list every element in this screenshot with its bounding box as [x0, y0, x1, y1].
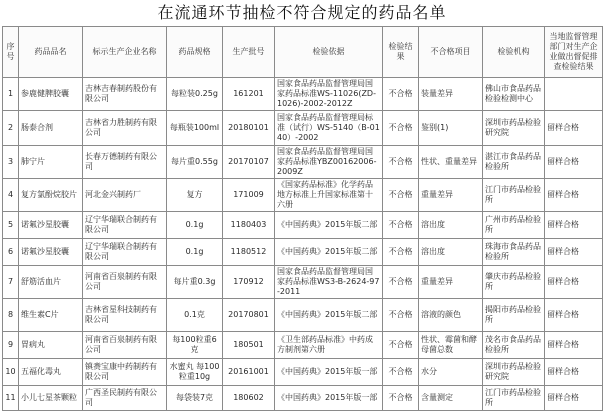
test-result-cell: 不合格 [383, 332, 419, 359]
test-result-cell: 不合格 [383, 386, 419, 411]
follow-up-action-cell: 留样合格 [545, 332, 603, 359]
table-row [3, 239, 603, 266]
failed-item-cell: 重量差异 [419, 266, 483, 299]
drug-name-cell: 维生素C片 [19, 299, 83, 332]
test-basis-cell: 国家食品药品监督管理局国家药品标准WS3-B-2624-97-2011 [275, 266, 383, 299]
failed-item-cell: 溶出度 [419, 212, 483, 239]
test-agency-cell: 揭阳市药品检验所 [483, 299, 545, 332]
row-number-cell: 9 [3, 332, 19, 359]
manufacturer-cell: 辽宁华瑞联合制药有限公司 [83, 239, 167, 266]
table-row [3, 179, 603, 212]
test-result-cell: 不合格 [383, 111, 419, 146]
test-basis-cell: 国家食品药品监督管理局标准（试行）WS-5140（B-0140）-2002 [275, 111, 383, 146]
follow-up-action-cell: 留样合格 [545, 179, 603, 212]
test-basis-cell: 国家食品药品监督管理局国家药品标准YBZ00162006-2009Z [275, 146, 383, 179]
follow-up-action-cell: 留样合格 [545, 212, 603, 239]
test-agency-cell: 深圳市药品检验研究院 [483, 359, 545, 386]
drug-spec-cell: 每粒装0.25g [167, 78, 223, 111]
manufacturer-cell: 长春万德制药有限公司 [83, 146, 167, 179]
test-basis-cell: 《卫生部药品标准》中药成方制剂第六册 [275, 332, 383, 359]
row-number-cell: 2 [3, 111, 19, 146]
test-agency-cell: 广州市药品检验所 [483, 212, 545, 239]
column-header: 序号 [3, 27, 19, 78]
test-result-cell: 不合格 [383, 266, 419, 299]
page-title: 在流通环节抽检不符合规定的药品名单 [157, 3, 447, 22]
drug-name-cell: 胃病丸 [19, 332, 83, 359]
test-basis-cell: 《中国药典》2015年版二部 [275, 239, 383, 266]
drug-name-cell: 小儿七星茶颗粒 [19, 386, 83, 411]
batch-number-cell: 1180403 [223, 212, 275, 239]
test-agency-cell: 湛江市食品药品检验所 [483, 146, 545, 179]
failed-item-cell: 性状、霉菌和酵母菌总数 [419, 332, 483, 359]
follow-up-action-cell: 留样合格 [545, 299, 603, 332]
drug-name-cell: 肺宁片 [19, 146, 83, 179]
column-header: 检验机构 [483, 27, 545, 78]
row-number-cell: 11 [3, 386, 19, 411]
test-result-cell: 不合格 [383, 359, 419, 386]
test-basis-cell: 《中国药典》2015年版二部 [275, 212, 383, 239]
test-result-cell: 不合格 [383, 146, 419, 179]
drug-name-cell: 诺氟沙星胶囊 [19, 239, 83, 266]
drug-name-cell: 肠泰合剂 [19, 111, 83, 146]
batch-number-cell: 20170107 [223, 146, 275, 179]
manufacturer-cell: 广西圣民制药有限公司 [83, 386, 167, 411]
table-row [3, 332, 603, 359]
row-number-cell: 8 [3, 299, 19, 332]
drug-spec-cell: 每片重0.55g [167, 146, 223, 179]
manufacturer-cell: 辽宁华瑞联合制药有限公司 [83, 212, 167, 239]
table-header-row [3, 27, 603, 78]
follow-up-action-cell [545, 78, 603, 111]
test-result-cell: 不合格 [383, 179, 419, 212]
test-agency-cell: 肇庆市药品检验所 [483, 266, 545, 299]
drug-spec-cell: 0.1克 [167, 299, 223, 332]
batch-number-cell: 180602 [223, 386, 275, 411]
test-basis-cell: 《国家药品标准》化学药品地方标准上升国家标准第十六册 [275, 179, 383, 212]
manufacturer-cell: 镇赉宝康中药制药有限公司 [83, 359, 167, 386]
follow-up-action-cell: 留样合格 [545, 239, 603, 266]
failed-item-cell: 溶出度 [419, 239, 483, 266]
failed-item-cell: 鉴别(1) [419, 111, 483, 146]
failed-item-cell: 性状、重量差异 [419, 146, 483, 179]
drug-spec-cell: 0.1g [167, 239, 223, 266]
failed-item-cell: 溶液的颜色 [419, 299, 483, 332]
test-result-cell: 不合格 [383, 299, 419, 332]
failed-item-cell: 含量测定 [419, 386, 483, 411]
table-row [3, 359, 603, 386]
drug-name-cell: 五福化毒丸 [19, 359, 83, 386]
row-number-cell: 10 [3, 359, 19, 386]
drug-spec-cell: 每片重0.3g [167, 266, 223, 299]
manufacturer-cell: 吉林省星科技制药有限公司 [83, 299, 167, 332]
test-result-cell: 不合格 [383, 212, 419, 239]
drug-spec-cell: 每100粒重6克 [167, 332, 223, 359]
batch-number-cell: 170912 [223, 266, 275, 299]
follow-up-action-cell: 留样合格 [545, 146, 603, 179]
table-body [3, 78, 603, 411]
test-agency-cell: 茂名市食品药品检验所 [483, 332, 545, 359]
test-result-cell: 不合格 [383, 239, 419, 266]
follow-up-action-cell: 留样合格 [545, 266, 603, 299]
drug-name-cell: 诺氟沙星胶囊 [19, 212, 83, 239]
row-number-cell: 3 [3, 146, 19, 179]
batch-number-cell: 180501 [223, 332, 275, 359]
column-header: 生产批号 [223, 27, 275, 78]
drug-table [2, 26, 603, 411]
test-agency-cell: 佛山市食品药品检验检测中心 [483, 78, 545, 111]
row-number-cell: 6 [3, 239, 19, 266]
table-row [3, 111, 603, 146]
drug-spec-cell: 0.1g [167, 212, 223, 239]
manufacturer-cell: 河北金兴制药厂 [83, 179, 167, 212]
failed-item-cell: 装量差异 [419, 78, 483, 111]
failed-item-cell: 重量差异 [419, 179, 483, 212]
manufacturer-cell: 吉林吉春制药股份有限公司 [83, 78, 167, 111]
follow-up-action-cell: 留样合格 [545, 111, 603, 146]
test-basis-cell: 《中国药典》2015年版一部 [275, 386, 383, 411]
drug-spec-cell: 复方 [167, 179, 223, 212]
table-row [3, 386, 603, 411]
column-header: 当地监督管理部门对生产企业做出督促排查检验结果 [545, 27, 603, 78]
batch-number-cell: 20170801 [223, 299, 275, 332]
manufacturer-cell: 吉林省力胜制药有限公司 [83, 111, 167, 146]
follow-up-action-cell: 留样合格 [545, 359, 603, 386]
row-number-cell: 7 [3, 266, 19, 299]
drug-spec-cell: 每袋装7克 [167, 386, 223, 411]
column-header: 药品规格 [167, 27, 223, 78]
column-header: 标示生产企业名称 [83, 27, 167, 78]
row-number-cell: 1 [3, 78, 19, 111]
batch-number-cell: 1180512 [223, 239, 275, 266]
follow-up-action-cell: 留样合格 [545, 386, 603, 411]
table-row [3, 78, 603, 111]
drug-spec-cell: 水蜜丸 每100粒重10g [167, 359, 223, 386]
test-agency-cell: 江门市药品检验所 [483, 179, 545, 212]
batch-number-cell: 20161001 [223, 359, 275, 386]
table-row [3, 299, 603, 332]
test-basis-cell: 国家食品药品监督管理局国家药品标准WS-11026(ZD-1026)-2002-2012Z [275, 78, 383, 111]
batch-number-cell: 161201 [223, 78, 275, 111]
table-row [3, 146, 603, 179]
column-header: 检验依据 [275, 27, 383, 78]
table-row [3, 212, 603, 239]
batch-number-cell: 20180101 [223, 111, 275, 146]
test-basis-cell: 《中国药典》2015年版二部 [275, 299, 383, 332]
test-result-cell: 不合格 [383, 78, 419, 111]
column-header: 检验结果 [383, 27, 419, 78]
table-row [3, 266, 603, 299]
test-basis-cell: 《中国药典》2015年版一部 [275, 359, 383, 386]
row-number-cell: 5 [3, 212, 19, 239]
manufacturer-cell: 河南省百泉制药有限公司 [83, 332, 167, 359]
test-agency-cell: 深圳市药品检验研究院 [483, 111, 545, 146]
column-header: 不合格项目 [419, 27, 483, 78]
test-agency-cell: 江门市药品检验所 [483, 386, 545, 411]
column-header: 药品品名 [19, 27, 83, 78]
batch-number-cell: 171009 [223, 179, 275, 212]
test-agency-cell: 珠海市食品药品检验所 [483, 239, 545, 266]
drug-name-cell: 舒筋活血片 [19, 266, 83, 299]
row-number-cell: 4 [3, 179, 19, 212]
failed-item-cell: 水分 [419, 359, 483, 386]
drug-name-cell: 复方氯酚烷胶片 [19, 179, 83, 212]
manufacturer-cell: 河南省百泉制药有限公司 [83, 266, 167, 299]
drug-spec-cell: 每瓶装100ml [167, 111, 223, 146]
drug-name-cell: 参鹿健脾胶囊 [19, 78, 83, 111]
